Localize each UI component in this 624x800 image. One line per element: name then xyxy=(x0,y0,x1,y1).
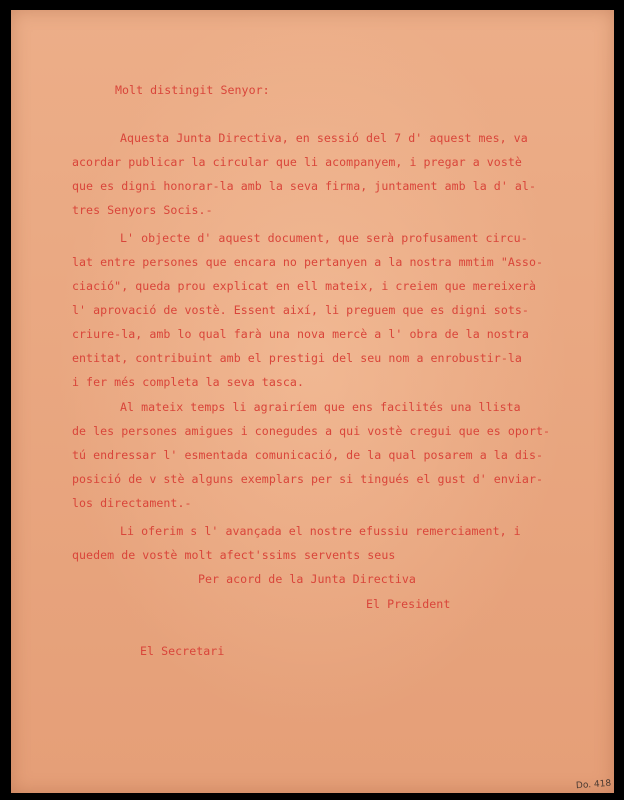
letter-page xyxy=(11,10,614,793)
letter-line: Li oferim s l' avançada el nostre efussiu remerciament, i xyxy=(120,524,521,538)
letter-line: Aquesta Junta Directiva, en sessió del 7 d' aquest mes, va xyxy=(120,131,528,145)
letter-line: ciació", queda prou explicat en ell mateix, i creiem que mereixerà xyxy=(72,279,536,293)
letter-line: los directament.- xyxy=(72,496,192,510)
letter-line: lat entre persones que encara no pertanyen a la nostra mmtim "Asso- xyxy=(72,255,544,269)
letter-line: Al mateix temps li agrairíem que ens facilités una llista xyxy=(120,400,521,414)
letter-line: L' objecte d' aquest document, que serà profusament circu- xyxy=(120,231,528,245)
letter-line: acordar publicar la circular que li acompanyem, i pregar a vostè xyxy=(72,155,522,169)
letter-line: entitat, contribuint amb el prestigi del seu nom a enrobustir-la xyxy=(72,351,522,365)
archive-mark: Do. 418 xyxy=(575,778,612,792)
closing-president: El President xyxy=(366,597,451,611)
letter-line: i fer més completa la seva tasca. xyxy=(72,375,304,389)
letter-line: quedem de vostè molt afect'ssims servents seus xyxy=(72,548,396,562)
closing-board: Per acord de la Junta Directiva xyxy=(198,572,416,586)
letter-line: posició de v stè alguns exemplars per si tingués el gust d' enviar- xyxy=(72,472,544,486)
letter-line: que es digni honorar-la amb la seva firma, juntament amb la d' al- xyxy=(72,179,536,193)
letter-line: l' aprovació de vostè. Essent així, li preguem que es digni sots- xyxy=(72,303,529,317)
signature-secretary: El Secretari xyxy=(140,644,225,658)
letter-line: de les persones amigues i conegudes a qui vostè cregui que es oport- xyxy=(72,424,551,438)
salutation: Molt distingit Senyor: xyxy=(115,83,270,97)
letter-line: tú endressar l' esmentada comunicació, de la qual posarem a la dis- xyxy=(72,448,544,462)
letter-line: tres Senyors Socis.- xyxy=(72,203,213,217)
letter-line: criure-la, amb lo qual farà una nova mercè a l' obra de la nostra xyxy=(72,327,529,341)
